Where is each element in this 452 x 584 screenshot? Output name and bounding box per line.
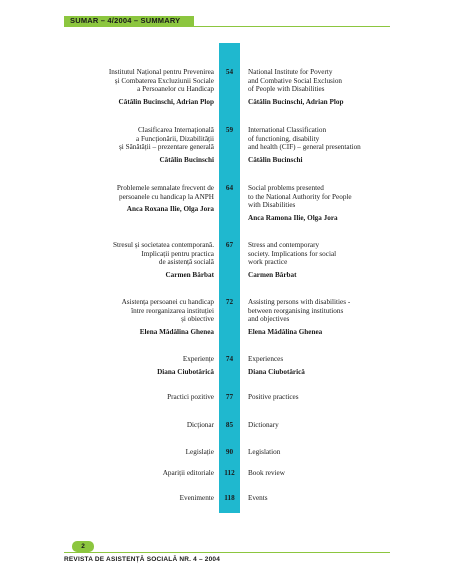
toc-author-en: Diana Ciubotărică	[248, 367, 305, 376]
toc-title-line-ro: Dicționar	[186, 421, 214, 429]
toc-entry-ro	[54, 241, 214, 279]
toc-author-en: Cătălin Bucinschi	[248, 155, 303, 164]
toc-title-line-ro: Apariții editoriale	[162, 469, 214, 477]
toc-author-en: Elena Mădălina Ghenea	[248, 327, 323, 336]
toc-entry-en	[248, 494, 398, 503]
toc-title-line-en: to the National Authority for People	[248, 192, 352, 201]
toc-page-number[interactable]: 72	[225, 298, 234, 306]
toc-entry-en	[248, 298, 398, 336]
toc-entry-ro	[54, 494, 214, 503]
toc-title-line-en: Book review	[248, 469, 285, 477]
toc-title-line-en: National Institute for Poverty	[248, 68, 333, 76]
toc-title-line-ro: Clasificarea Internațională	[137, 126, 214, 134]
header-rule	[64, 26, 390, 27]
toc-author-en: Anca Ramona Ilie, Olga Jora	[248, 213, 338, 222]
toc-title-line-en: and health (CIF) – general presentation	[248, 143, 361, 152]
toc-author-ro: Cătălin Bucinschi, Adrian Plop	[118, 97, 214, 106]
toc-entry-en	[248, 393, 398, 402]
footer-rule	[64, 552, 390, 553]
toc-title-line-en: Experiences	[248, 355, 284, 363]
toc-page-number[interactable]: 77	[225, 393, 234, 401]
toc-author-en: Cătălin Bucinschi, Adrian Plop	[248, 97, 344, 106]
toc-entry-en	[248, 469, 398, 478]
toc-page-number[interactable]: 59	[225, 126, 234, 134]
toc-entry-ro	[54, 448, 214, 457]
toc-entry-en	[248, 355, 398, 376]
header-title: SUMAR – 4/2004 – SUMMARY	[70, 16, 181, 25]
toc-title-line-en: between reorganising institutions	[248, 306, 344, 315]
toc-title-line-ro: Evenimente	[179, 494, 214, 502]
toc-entry-en	[248, 184, 398, 222]
toc-title-line-ro: a Persoanelor cu Handicap	[137, 85, 214, 94]
toc-title-line-en: of functioning, disability	[248, 134, 320, 143]
toc-page-number[interactable]: 85	[225, 421, 234, 429]
toc-entry-ro	[54, 393, 214, 402]
toc-title-line-en: Events	[248, 494, 268, 502]
toc-title-line-ro: Experiențe	[182, 355, 214, 363]
toc-page-number[interactable]: 112	[224, 469, 235, 477]
toc-title-line-ro: Problemele semnalate frecvent de	[116, 184, 214, 192]
toc-page-number[interactable]: 90	[225, 448, 234, 456]
toc-entry-ro	[54, 469, 214, 478]
toc-author-ro: Carmen Bărbat	[165, 270, 214, 279]
toc-title-line-ro: Implicații pentru practica	[141, 249, 214, 258]
toc-title-line-en: society. Implications for social	[248, 249, 337, 258]
toc-title-line-ro: Legislație	[185, 448, 214, 456]
center-page-column	[219, 43, 240, 513]
toc-author-ro: Anca Roxana Ilie, Olga Jora	[126, 205, 214, 214]
toc-entry-en	[248, 126, 398, 164]
toc-title-line-ro: Asistența persoanei cu handicap	[121, 298, 214, 306]
toc-entry-ro	[54, 421, 214, 430]
toc-entry-ro	[54, 298, 214, 336]
toc-page-number[interactable]: 118	[224, 494, 235, 502]
toc-author-en: Carmen Bărbat	[248, 270, 297, 279]
toc-page-number[interactable]: 74	[225, 355, 234, 363]
toc-author-ro: Diana Ciubotărică	[157, 367, 214, 376]
toc-title-line-ro: Stresul și societatea contemporană.	[113, 241, 214, 249]
toc-title-line-en: work practice	[248, 258, 288, 267]
toc-title-line-ro: Practici pozitive	[167, 393, 214, 401]
toc-title-line-en: Legislation	[248, 448, 281, 456]
toc-title-line-ro: persoanele cu handicap la ANPH	[118, 192, 214, 201]
page-header	[64, 16, 390, 32]
toc-title-line-ro: între reorganizarea instituției	[131, 306, 214, 315]
toc-title-line-ro: a Funcționării, Dizabilității	[135, 134, 214, 143]
toc-title-line-en: and Combative Social Exclusion	[248, 76, 343, 85]
toc-entry-en	[248, 241, 398, 279]
toc-title-line-en: Assisting persons with disabilities -	[248, 298, 351, 306]
toc-entry-ro	[54, 126, 214, 164]
toc-entry-ro	[54, 355, 214, 376]
toc-title-line-en: with Disabilities	[248, 201, 296, 210]
toc-page-number[interactable]: 54	[225, 68, 234, 76]
toc-entry-en	[248, 68, 398, 106]
toc-entry-ro	[54, 184, 214, 214]
toc-page-number[interactable]: 67	[225, 241, 234, 249]
toc-title-line-ro: Institutul Național pentru Prevenirea	[108, 68, 214, 76]
toc-title-line-en: Dictionary	[248, 421, 279, 429]
toc-title-line-ro: și Sănătății – prezentare generală	[119, 143, 214, 152]
toc-title-line-ro: și Combaterea Excluziunii Sociale	[114, 76, 214, 85]
toc-entry-en	[248, 448, 398, 457]
toc-page-number[interactable]: 64	[225, 184, 234, 192]
toc-title-line-en: Stress and contemporary	[248, 241, 320, 249]
toc-title-line-en: Social problems presented	[248, 184, 324, 192]
toc-entry-en	[248, 421, 398, 430]
toc-title-line-en: International Classification	[248, 126, 327, 134]
page-number-badge: 2	[72, 541, 94, 552]
toc-title-line-ro: de asistență socială	[158, 258, 214, 267]
toc-title-line-en: and objectives	[248, 315, 290, 324]
toc-title-line-en: of People with Disabilities	[248, 85, 325, 94]
toc-author-ro: Cătălin Bucinschi	[159, 155, 214, 164]
toc-entry-ro	[54, 68, 214, 106]
toc-title-line-ro: și obiective	[181, 315, 214, 324]
footer-journal-title: REVISTA DE ASISTENȚĂ SOCIALĂ NR. 4 – 2004	[64, 556, 221, 563]
toc-title-line-en: Positive practices	[248, 393, 299, 401]
toc-author-ro: Elena Mădălina Ghenea	[139, 327, 214, 336]
